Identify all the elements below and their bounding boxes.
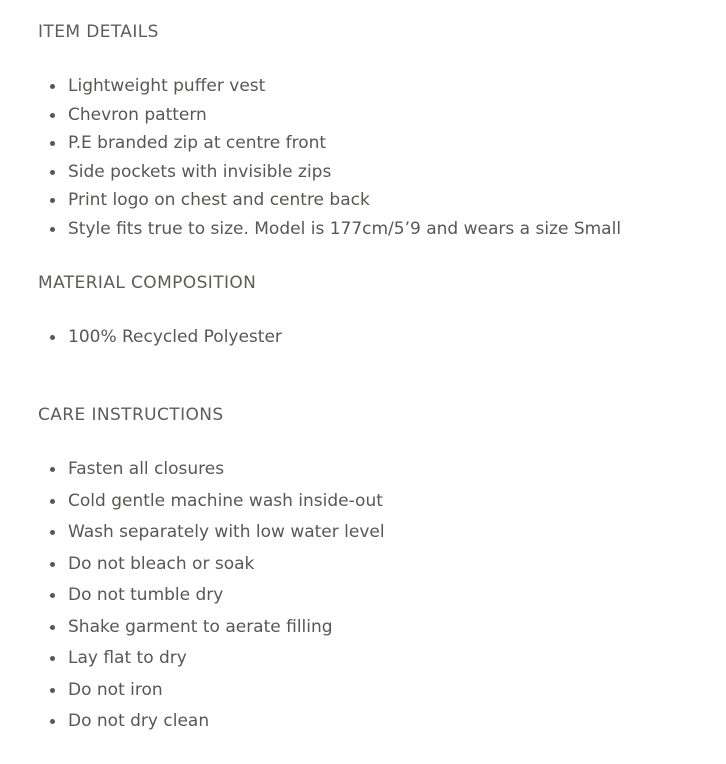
list-item: Do not dry clean [38,711,385,731]
list-item: 100% Recycled Polyester [38,327,282,347]
list-item: P.E branded zip at centre front [38,133,621,153]
list-item: Lay flat to dry [38,648,385,668]
material-composition-heading: MATERIAL COMPOSITION [38,273,257,293]
list-item: Cold gentle machine wash inside-out [38,491,385,511]
item-details-list [38,76,621,247]
list-item: Shake garment to aerate filling [38,617,385,637]
list-item: Do not iron [38,680,385,700]
list-item: Do not bleach or soak [38,554,385,574]
care-instructions-list [38,459,385,743]
material-composition-list [38,327,282,347]
list-item: Do not tumble dry [38,585,385,605]
list-item: Print logo on chest and centre back [38,190,621,210]
list-item: Style fits true to size. Model is 177cm/5’9 and wears a size Small [38,219,621,239]
list-item: Side pockets with invisible zips [38,162,621,182]
item-details-heading: ITEM DETAILS [38,22,159,42]
list-item: Wash separately with low water level [38,522,385,542]
care-instructions-heading: CARE INSTRUCTIONS [38,405,224,425]
list-item: Chevron pattern [38,105,621,125]
list-item: Lightweight puffer vest [38,76,621,96]
list-item: Fasten all closures [38,459,385,479]
